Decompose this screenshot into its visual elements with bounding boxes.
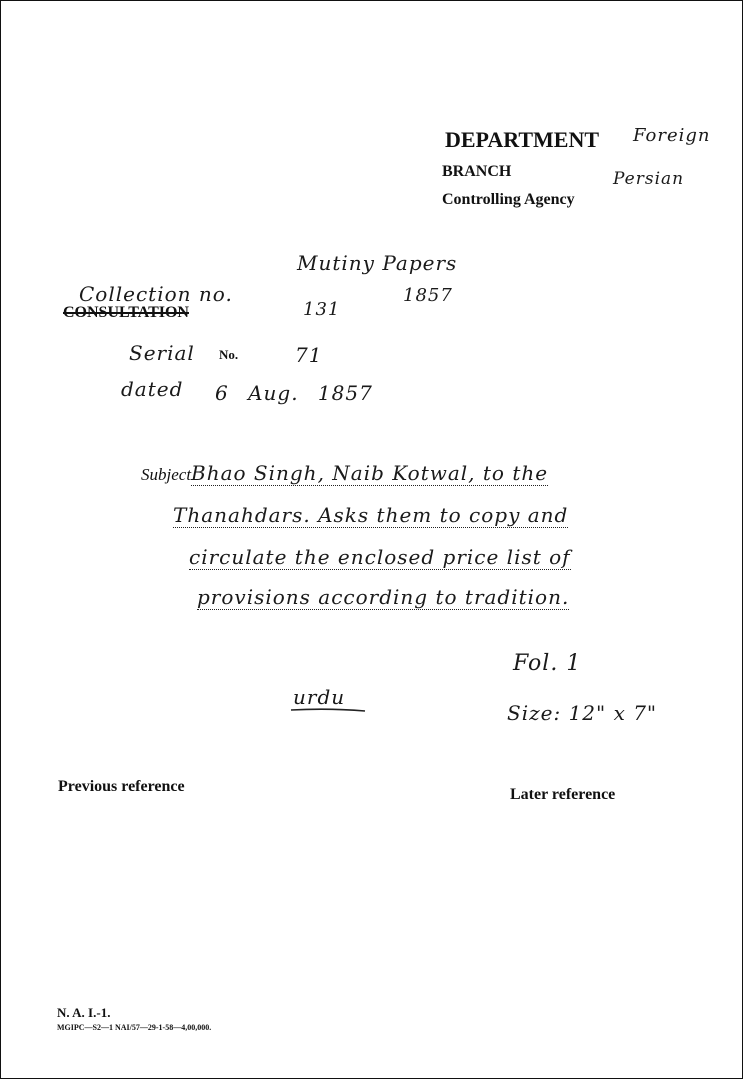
collection-number: 131 bbox=[303, 299, 341, 320]
later-reference-label: Later reference bbox=[510, 786, 616, 803]
consultation-label: CONSULTATION bbox=[63, 304, 189, 321]
branch-label: BRANCH bbox=[442, 163, 512, 180]
dated-value: 6 Aug. 1857 bbox=[215, 381, 373, 405]
controlling-agency-label: Controlling Agency bbox=[442, 191, 575, 208]
language-note: urdu bbox=[293, 685, 346, 709]
department-label: DEPARTMENT bbox=[445, 127, 600, 152]
collection-title: Mutiny Papers bbox=[297, 251, 458, 275]
subject-line-3: circulate the enclosed price list of bbox=[189, 545, 571, 569]
subject-line-4: provisions according to tradition. bbox=[197, 585, 570, 609]
form-id: N. A. I.-1. bbox=[57, 1005, 111, 1020]
language-underline bbox=[289, 707, 369, 713]
serial-value: 71 bbox=[295, 343, 323, 367]
printer-line: MGIPC—S2—1 NAI/57—29-1-58—4,00,000. bbox=[57, 1023, 212, 1032]
subject-line-2: Thanahdars. Asks them to copy and bbox=[173, 503, 569, 527]
previous-reference-label: Previous reference bbox=[58, 778, 185, 795]
subject-label: Subject bbox=[141, 465, 192, 484]
subject-line-1: Bhao Singh, Naib Kotwal, to the bbox=[191, 461, 549, 485]
size-note: Size: 12" x 7" bbox=[507, 701, 658, 725]
department-value: Foreign bbox=[633, 125, 711, 146]
serial-label: Serial bbox=[129, 341, 195, 365]
collection-year: 1857 bbox=[403, 285, 453, 306]
serial-no-label: No. bbox=[219, 347, 239, 362]
folio-number: Fol. 1 bbox=[513, 651, 582, 676]
branch-value: Persian bbox=[613, 169, 685, 189]
dated-label: dated bbox=[121, 377, 184, 401]
collection-label-handwritten: Collection no. bbox=[79, 282, 233, 306]
